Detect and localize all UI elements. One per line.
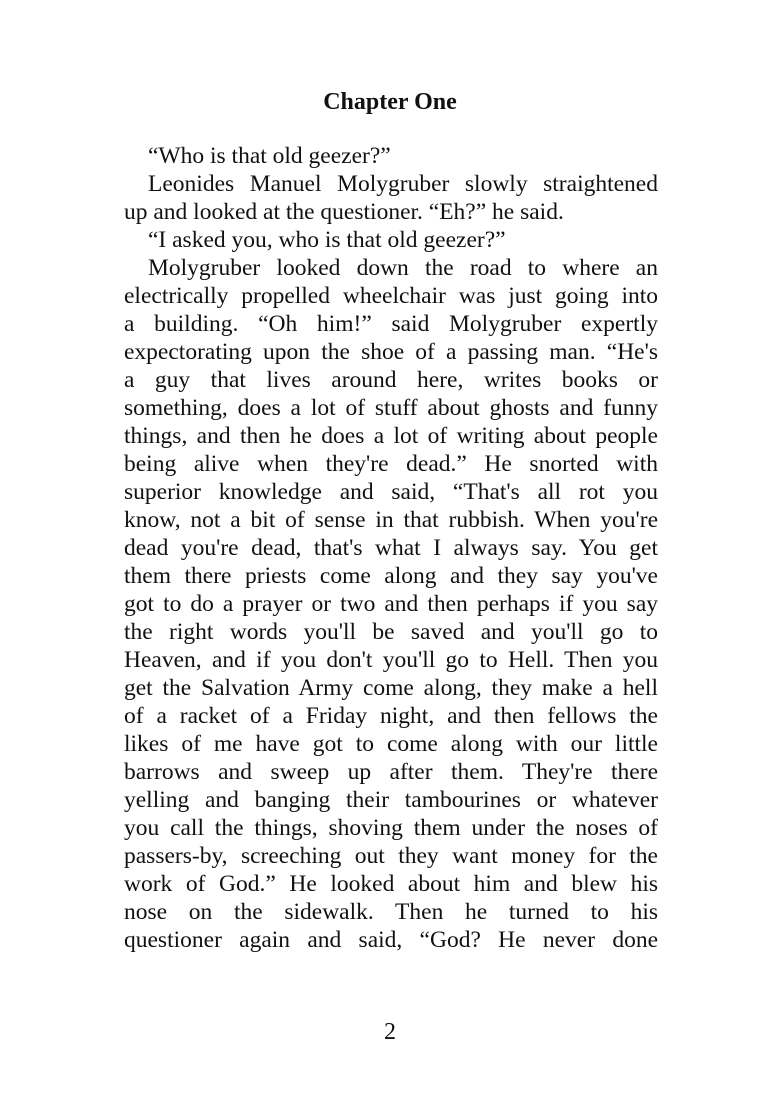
text-line: Leonides Manuel Molygruber slowly straightened xyxy=(148,171,658,197)
text-line: passers-by, screeching out they want money for the xyxy=(124,843,658,869)
text-line: dead you're dead, that's what I always say. You get xyxy=(124,535,658,561)
text-line: get the Salvation Army come along, they make a hell xyxy=(124,675,658,701)
text-line: work of God.” He looked about him and blew his xyxy=(124,871,658,897)
text-line: you call the things, shoving them under the noses of xyxy=(124,815,658,841)
text-line: likes of me have got to come along with our little xyxy=(124,731,658,757)
text-line: got to do a prayer or two and then perhaps if you say xyxy=(124,591,658,617)
body-text xyxy=(124,142,658,954)
text-line: the right words you'll be saved and you'll go to xyxy=(124,619,658,645)
text-line: expectorating upon the shoe of a passing man. “He's xyxy=(124,339,658,365)
text-line: a building. “Oh him!” said Molygruber expertly xyxy=(124,311,658,337)
text-line: things, and then he does a lot of writing about people xyxy=(124,423,658,449)
text-line: being alive when they're dead.” He snorted with xyxy=(124,451,658,477)
text-line: questioner again and said, “God? He never done xyxy=(124,927,658,953)
text-line: “Who is that old geezer?” xyxy=(148,143,391,169)
text-line: know, not a bit of sense in that rubbish. When you're xyxy=(124,507,658,533)
text-line: nose on the sidewalk. Then he turned to his xyxy=(124,899,658,925)
text-line: of a racket of a Friday night, and then fellows the xyxy=(124,703,658,729)
text-line: up and looked at the questioner. “Eh?” he said. xyxy=(124,199,564,225)
page-number: 2 xyxy=(384,1019,396,1045)
text-line: superior knowledge and said, “That's all rot you xyxy=(124,479,658,505)
text-line: electrically propelled wheelchair was just going into xyxy=(124,283,658,309)
text-line: something, does a lot of stuff about ghosts and funny xyxy=(124,395,658,421)
text-line: yelling and banging their tambourines or whatever xyxy=(124,787,658,813)
text-line: them there priests come along and they say you've xyxy=(124,563,658,589)
chapter-title: Chapter One xyxy=(323,89,457,115)
text-line: barrows and sweep up after them. They're there xyxy=(124,759,658,785)
text-line: Molygruber looked down the road to where an xyxy=(148,255,658,281)
text-line: Heaven, and if you don't you'll go to Hell. Then you xyxy=(124,647,658,673)
text-line: “I asked you, who is that old geezer?” xyxy=(148,227,506,253)
text-line: a guy that lives around here, writes books or xyxy=(124,367,658,393)
